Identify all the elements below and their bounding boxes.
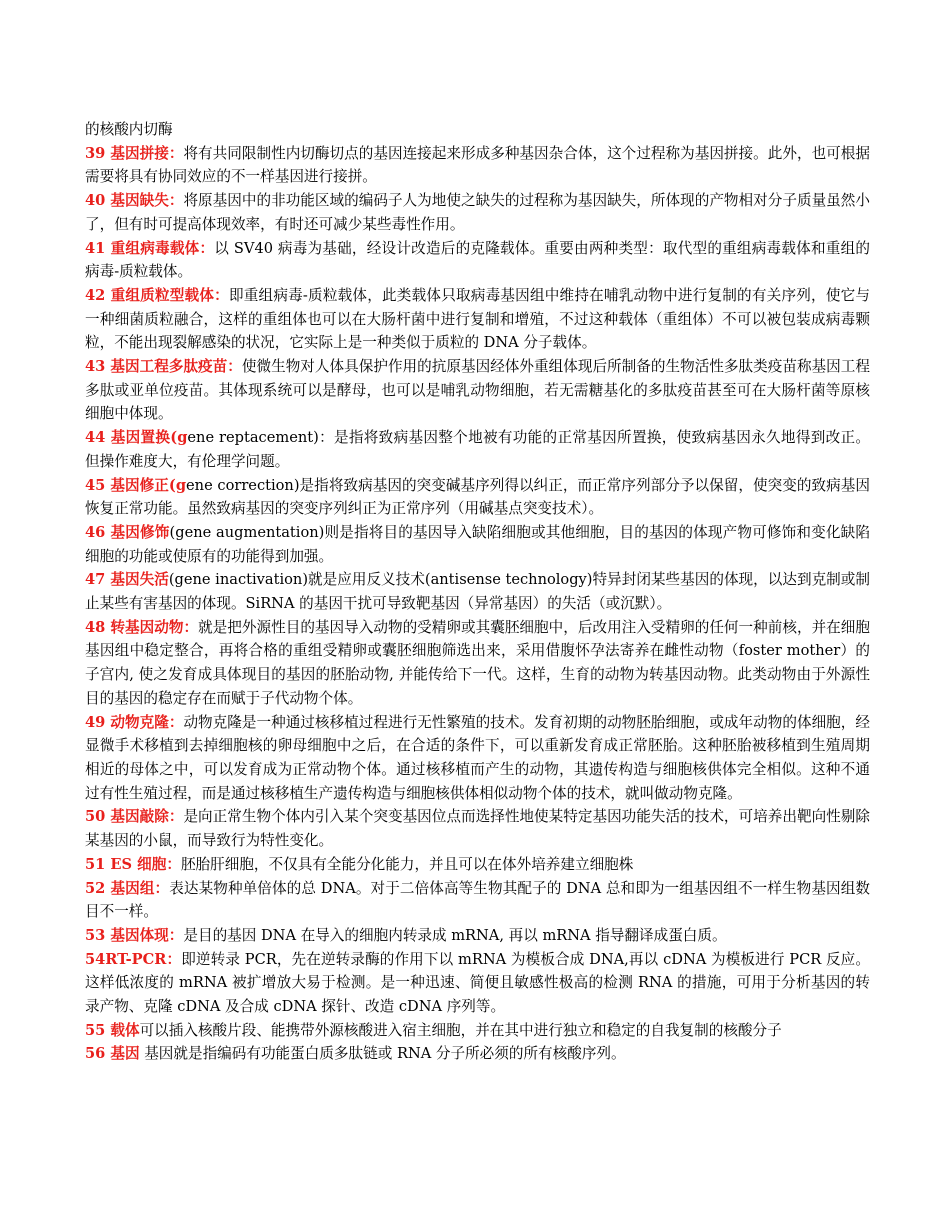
entry-paragraph	[85, 877, 870, 924]
entry-paragraph	[85, 805, 870, 852]
entry-paragraph	[85, 568, 870, 615]
entry-separator: ：	[214, 286, 229, 304]
entry-term: 53 基因体现	[85, 926, 169, 944]
entry-separator: ：	[168, 713, 184, 731]
entry-definition: 是目的基因 DNA 在导入的细胞内转录成 mRNA, 再以 mRNA 指导翻译成蛋白质。	[183, 926, 727, 944]
entry-paragraph	[85, 616, 870, 711]
entry-separator: ：	[168, 808, 184, 826]
entry-paragraph	[85, 355, 870, 426]
entry-paragraph	[85, 474, 870, 521]
intro-text: 的核酸内切酶	[85, 121, 173, 138]
entry-paragraph	[85, 711, 870, 806]
entry-term: 44 基因置换(g	[85, 429, 188, 447]
entry-separator: ：	[168, 192, 184, 210]
entry-paragraph	[85, 948, 870, 1019]
entry-term: 54RT-PCR	[85, 950, 167, 968]
entry-separator: ：	[166, 855, 181, 873]
entry-definition: 可以插入核酸片段、能携带外源核酸进入宿主细胞，并在其中进行独立和稳定的自我复制的核酸分子	[139, 1021, 782, 1039]
entry-definition: (gene augmentation)则是指将目的基因导入缺陷细胞或其他细胞，目的基因的体现产物可修饰和变化缺陷细胞的功能或使原有的功能得到加强。	[85, 523, 870, 565]
entry-definition: 即重组病毒-质粒载体，此类载体只取病毒基因组中维持在哺乳动物中进行复制的有关序列，使它与一种细菌质粒融合，这样的重组体也可以在大肠杆菌中进行复制和增殖，不过这种载体（重组体）不可以被包装成病毒颗粒，不能出现裂解感染的状况，它实际上是一种类似于质粒的 DNA 分子载体。	[85, 286, 870, 352]
entry-paragraph	[85, 924, 870, 948]
entry-definition: 基因就是指编码有功能蛋白质多肽链或 RNA 分子所必须的所有核酸序列。	[139, 1045, 626, 1063]
entry-term: 45 基因修正(g	[85, 476, 187, 494]
entry-term: 48 转基因动物	[85, 618, 184, 636]
entry-separator: ：	[168, 144, 184, 162]
entry-term: 52 基因组	[85, 879, 155, 897]
entry-list	[85, 142, 870, 1066]
entry-paragraph	[85, 189, 870, 236]
entry-definition: 是向正常生物个体内引入某个突变基因位点而选择性地使某特定基因功能失活的技术，可培养出靶向性剔除某基因的小鼠，而导致行为特性变化。	[85, 808, 870, 850]
entry-separator: ：	[183, 618, 199, 636]
entry-definition: (gene inactivation)就是应用反义技术(antisense technology)特异封闭某些基因的体现，以达到克制或制止某些有害基因的体现。SiRNA 的基因干扰可导致靶基因（异常基因）的失活（或沉默）。	[85, 571, 870, 613]
entry-paragraph	[85, 284, 870, 355]
entry-separator: ：	[227, 358, 242, 376]
entry-definition: 胚胎肝细胞，不仅具有全能分化能力，并且可以在体外培养建立细胞株	[180, 855, 634, 873]
entry-term: 40 基因缺失	[85, 192, 169, 210]
entry-term: 42 重组质粒型载体	[85, 286, 215, 304]
entry-paragraph	[85, 426, 870, 473]
entry-term: 46 基因修饰	[85, 523, 170, 541]
entry-paragraph	[85, 1019, 870, 1043]
entry-definition: 表达某物种单倍体的总 DNA。对于二倍体高等生物其配子的 DNA 总和即为一组基因组不一样生物基因组数目不一样。	[85, 879, 870, 921]
entry-paragraph	[85, 1042, 870, 1066]
entry-paragraph	[85, 237, 870, 284]
entry-paragraph	[85, 521, 870, 568]
entry-term: 50 基因敲除	[85, 808, 169, 826]
entry-separator: ：	[166, 950, 182, 968]
entry-definition: 就是把外源性目的基因导入动物的受精卵或其囊胚细胞中，后改用注入受精卵的任何一种前核，并在细胞基因组中稳定整合，再将合格的重组受精卵或囊胚细胞筛选出来，采用借腹怀孕法寄养在雌性动物（foster mother）的子宫内, 使之发育成具体现目的基因的胚胎动物, 并能传给下一代。这样，生育的动物为转基因动物。此类动物由于外源性目的基因的稳定存在而赋于子代动物个体。	[85, 618, 870, 707]
entry-definition: ene reptacement)：是指将致病基因整个地被有功能的正常基因所置换，使致病基因永久地得到改正。但操作难度大，有伦理学问题。	[85, 429, 871, 470]
entry-definition: 使微生物对人体具保护作用的抗原基因经体外重组体现后所制备的生物活性多肽类疫苗称基因工程多肽或亚单位疫苗。其体现系统可以是酵母，也可以是哺乳动物细胞，若无需糖基化的多肽疫苗甚至可在大肠杆菌等原核细胞中体现。	[85, 358, 870, 423]
entry-paragraph	[85, 853, 870, 877]
entry-separator: ：	[154, 879, 170, 897]
entry-term: 55 载体	[85, 1021, 140, 1039]
entry-term: 56 基因	[85, 1045, 140, 1063]
entry-definition: 以 SV40 病毒为基础，经设计改造后的克隆载体。重要由两种类型：取代型的重组病毒载体和重组的病毒-质粒载体。	[85, 239, 870, 281]
entry-definition: 将原基因中的非功能区域的编码子人为地使之缺失的过程称为基因缺失，所体现的产物相对分子质量虽然小了，但有时可提高体现效率，有时还可减少某些毒性作用。	[85, 192, 870, 233]
entry-definition: ene correction)是指将致病基因的突变碱基序列得以纠正，而正常序列部分予以保留，使突变的致病基因恢复正常功能。虽然致病基因的突变序列纠正为正常序列（用碱基点突变技术）。	[85, 476, 870, 518]
entry-term: 41 重组病毒载体	[85, 239, 200, 257]
intro-line	[85, 118, 870, 142]
entry-term: 39 基因拼接	[85, 144, 169, 162]
entry-definition: 将有共同限制性内切酶切点的基因连接起来形成多种基因杂合体，这个过程称为基因拼接。此外，也可根据需要将具有协同效应的不一样基因进行接拼。	[85, 144, 870, 186]
entry-separator: ：	[168, 926, 184, 944]
entry-paragraph	[85, 142, 870, 189]
entry-term: 47 基因失活	[85, 571, 169, 589]
entry-term: 43 基因工程多肽疫苗	[85, 358, 228, 376]
entry-term: 51 ES 细胞	[85, 855, 167, 873]
entry-term: 49 动物克隆	[85, 713, 169, 731]
entry-definition: 动物克隆是一种通过核移植过程进行无性繁殖的技术。发育初期的动物胚胎细胞，或成年动物的体细胞，经显微手术移植到去掉细胞核的卵母细胞中之后，在合适的条件下，可以重新发育成正常胚胎。这种胚胎被移植到生殖周期相近的母体之中，可以发育成为正常动物个体。通过核移植而产生的动物，其遗传构造与细胞核供体完全相似。这种不通过有性生殖过程，而是通过核移植生产遗传构造与细胞核供体相似动物个体的技术，就叫做动物克隆。	[85, 713, 870, 802]
document-page	[85, 118, 870, 1066]
entry-definition: 即逆转录 PCR，先在逆转录酶的作用下以 mRNA 为模板合成 DNA,再以 cDNA 为模板进行 PCR 反应。这样低浓度的 mRNA 被扩增放大易于检测。是一种迅速、简便且敏感性极高的检测 RNA 的措施，可用于分析基因的转录产物、克隆 cDNA 及合成 cDNA 探针、改造 cDNA 序列等。	[85, 950, 870, 1016]
entry-separator: ：	[199, 239, 215, 257]
